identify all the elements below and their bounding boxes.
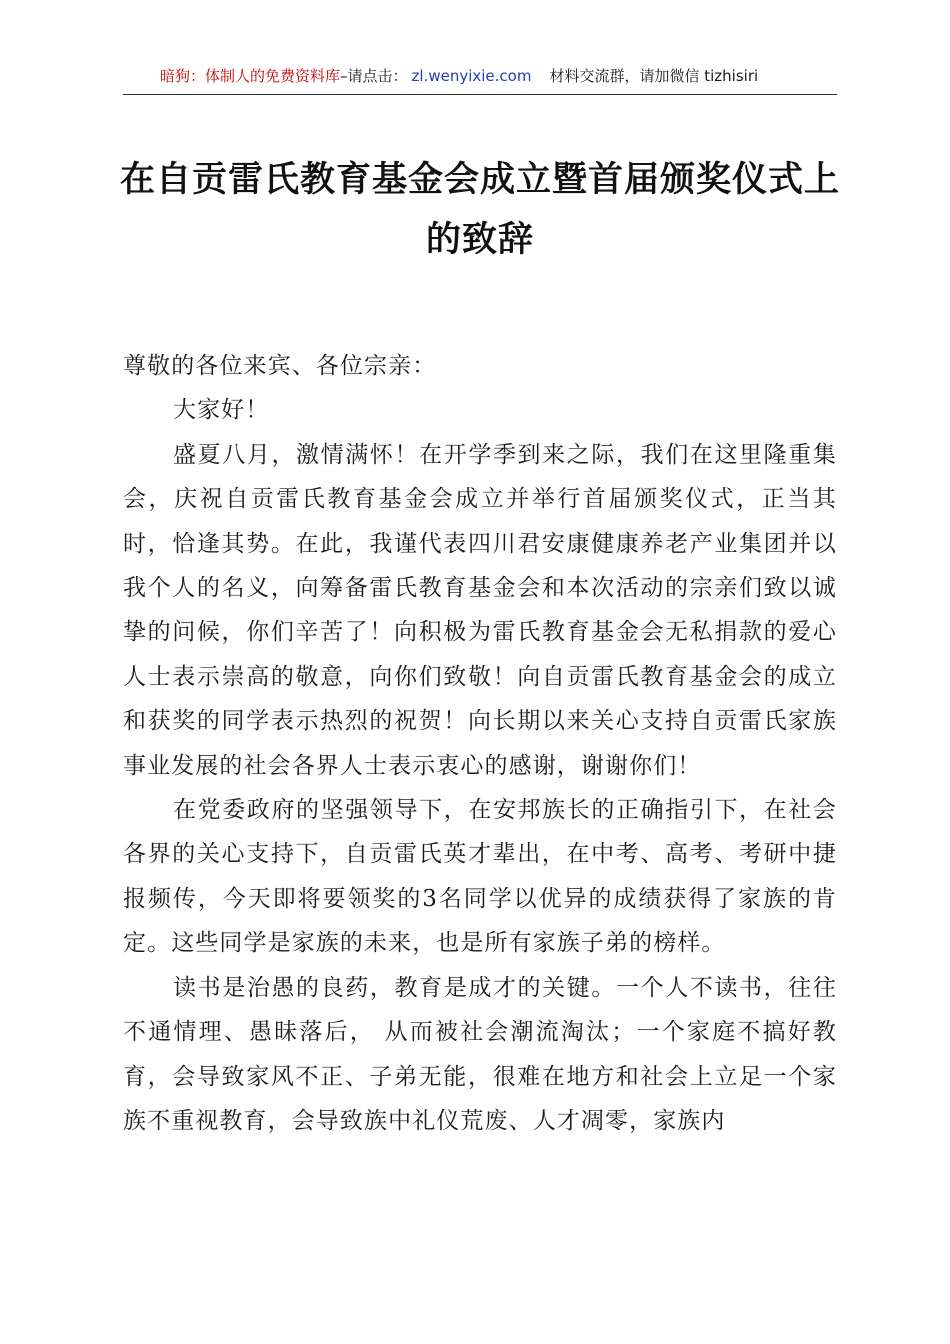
page-header <box>123 66 837 95</box>
promo-text: 暗狗：体制人的免费资料库 <box>160 67 341 85</box>
click-label: –请点击： <box>340 67 408 85</box>
greeting: 大家好！ <box>173 397 270 424</box>
group-contact-text: 材料交流群，请加微信 tizhisiri <box>549 67 759 85</box>
paragraph-2: 在党委政府的坚强领导下，在安邦族长的正确指引下，在社会各界的关心支持下，自贡雷氏英才辈出，在中考、高考、考研中捷报频传，今天即将要领奖的3名同学以优异的成绩获得了家族的肯定。这些同学是家族的未来，也是所有家族子弟的榜样。 <box>123 797 837 957</box>
salutation: 尊敬的各位来宾、各位宗亲： <box>123 353 437 379</box>
document-body <box>123 344 837 1143</box>
paragraph-3: 读书是治愚的良药，教育是成才的关键。一个人不读书，往往不通情理、愚昧落后， 从而被社会潮流淘汰；一个家庭不搞好教育，会导致家风不正、子弟无能，很难在地方和社会上立足一个家族不重视教育，会导致族中礼仪荒废、人才凋零，家族内 <box>123 974 837 1134</box>
document-title: 在自贡雷氏教育基金会成立暨首届颁奖仪式上的致辞 <box>119 159 840 260</box>
website-link[interactable]: zl.wenyixie.com <box>411 67 532 85</box>
paragraph-1: 盛夏八月，激情满怀！在开学季到来之际，我们在这里隆重集会，庆祝自贡雷氏教育基金会成立并举行首届颁奖仪式，正当其时，恰逢其势。在此，我谨代表四川君安康健康养老产业集团并以我个人的名义，向筹备雷氏教育基金会和本次活动的宗亲们致以诚挚的问候，你们辛苦了！向积极为雷氏教育基金会无私捐款的爱心人士表示崇高的敬意，向你们致敬！向自贡雷氏教育基金会的成立和获奖的同学表示热烈的祝贺！向长期以来关心支持自贡雷氏家族事业发展的社会各界人士表示衷心的感谢，谢谢你们！ <box>123 441 837 779</box>
